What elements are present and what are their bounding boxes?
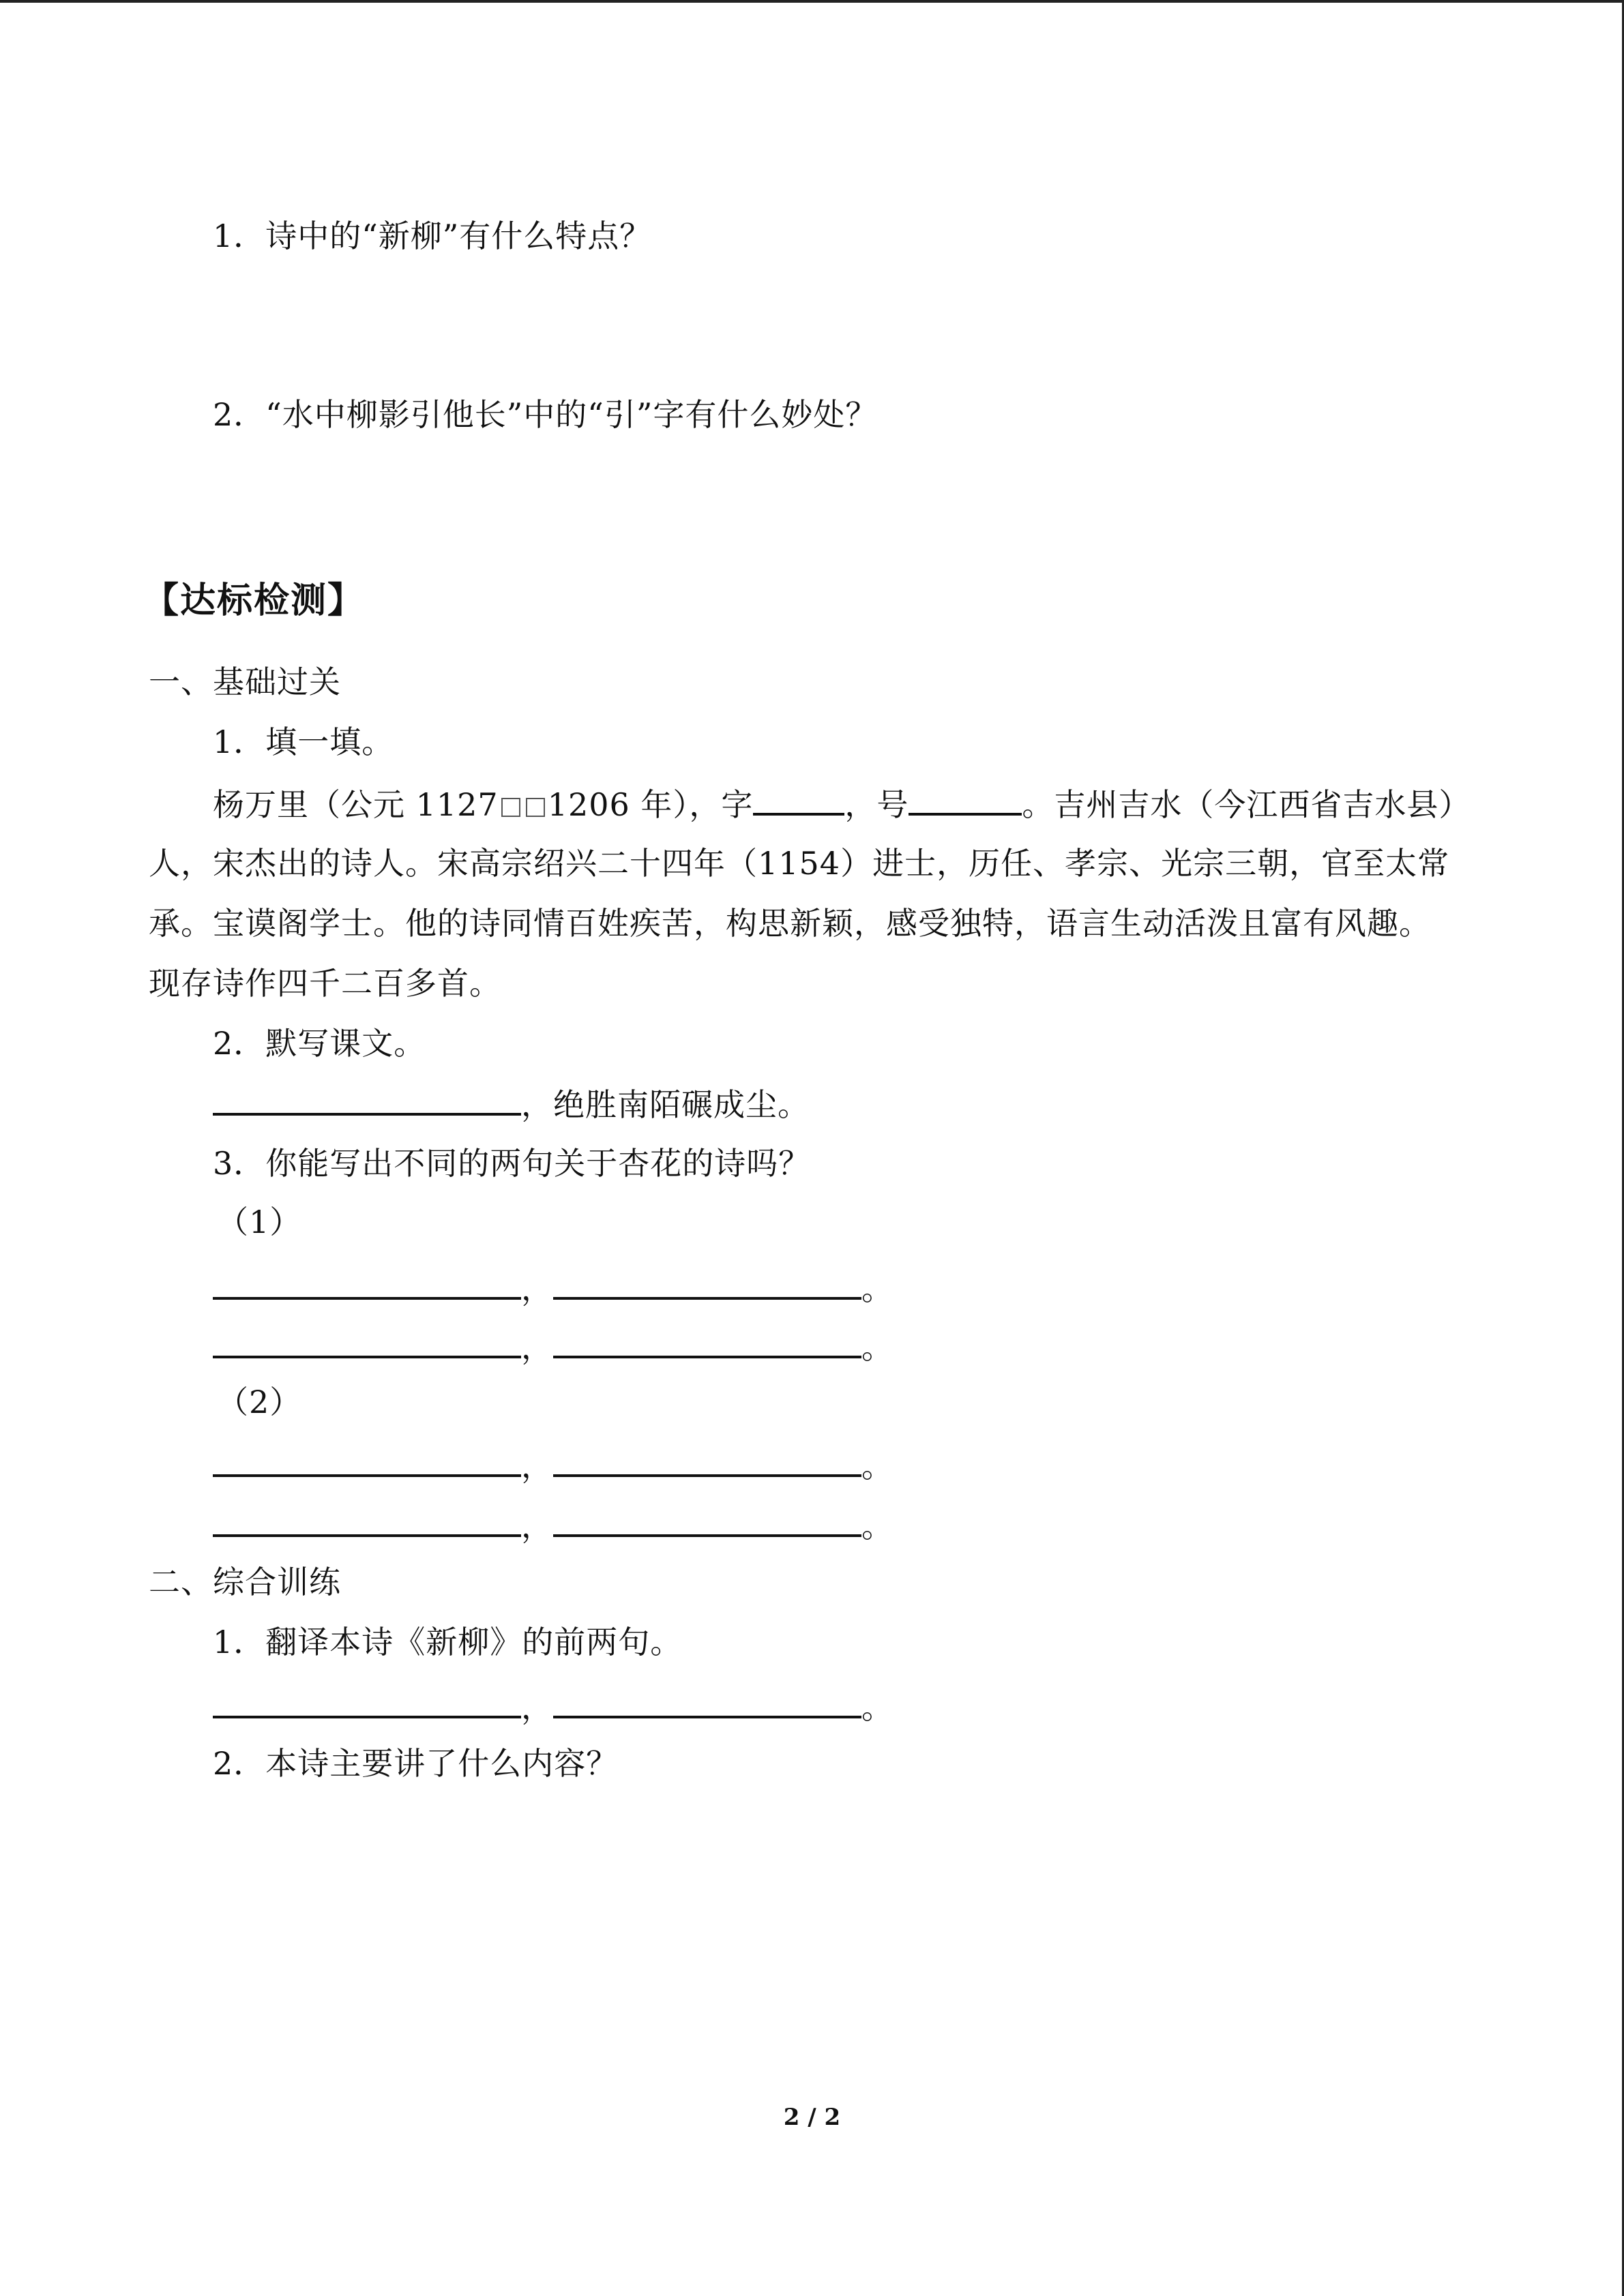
blank-answer[interactable] — [213, 1326, 521, 1358]
sub-item-1: （1） — [217, 1204, 302, 1240]
biography-text-b: 1206 年），字 — [547, 786, 754, 823]
item3-apricot-label: 3．你能写出不同的两句关于杏花的诗吗？ — [213, 1145, 811, 1182]
part2-item2-content: 2．本诗主要讲了什么内容？ — [213, 1745, 619, 1782]
blank-answer[interactable] — [553, 1267, 861, 1300]
period: 。 — [861, 1270, 894, 1307]
biography-line-1 — [213, 783, 1471, 825]
sub-item-2: （2） — [217, 1384, 302, 1420]
comma: ， — [521, 1448, 553, 1485]
blank-art-name[interactable] — [909, 783, 1022, 816]
section-heading-assessment: 【达标检测】 — [143, 580, 365, 621]
question-yin-character: 2．“水中柳影引他长”中的“引”字有什么妙处？ — [213, 396, 878, 433]
blank-answer[interactable] — [553, 1326, 861, 1358]
part2-item1-translate: 1．翻译本诗《新柳》的前两句。 — [213, 1624, 683, 1660]
answer-line — [213, 1504, 894, 1547]
blank-answer[interactable] — [553, 1686, 861, 1718]
blank-answer[interactable] — [213, 1267, 521, 1300]
comma: ， — [521, 1689, 553, 1726]
blank-answer[interactable] — [213, 1504, 521, 1537]
biography-line-4: 现存诗作四千二百多首。 — [149, 965, 501, 1002]
biography-text-c: ，号 — [844, 786, 909, 823]
blank-answer[interactable] — [213, 1444, 521, 1477]
dictation-line — [213, 1083, 810, 1125]
page-border-top — [0, 0, 1624, 3]
answer-line — [213, 1444, 894, 1487]
biography-text-a: 杨万里（公元 1127 — [213, 786, 499, 823]
period: 。 — [861, 1329, 894, 1366]
item1-fill-in-label: 1．填一填。 — [213, 724, 394, 760]
question-new-willow-feature: 1．诗中的“新柳”有什么特点？ — [213, 218, 652, 254]
blank-answer[interactable] — [213, 1686, 521, 1718]
missing-glyph-box — [501, 798, 520, 817]
comma: ， — [521, 1508, 553, 1545]
blank-answer[interactable] — [553, 1444, 861, 1477]
page-number: 2 / 2 — [783, 2104, 841, 2131]
period: 。 — [861, 1508, 894, 1545]
period: 。 — [861, 1448, 894, 1485]
part1-title: 一、基础过关 — [149, 664, 341, 700]
blank-courtesy-name[interactable] — [753, 783, 844, 816]
answer-line — [213, 1267, 894, 1309]
blank-answer[interactable] — [553, 1504, 861, 1537]
biography-text-d: 。吉州吉水（今江西省吉水县） — [1022, 786, 1471, 823]
dictation-tail: ，绝胜南陌碾成尘。 — [521, 1086, 810, 1123]
answer-line — [213, 1326, 894, 1368]
blank-dictation[interactable] — [213, 1083, 521, 1116]
part2-title: 二、综合训练 — [149, 1564, 341, 1600]
missing-glyph-box — [526, 798, 545, 817]
biography-line-3: 承。宝谟阁学士。他的诗同情百姓疾苦，构思新颖，感受独特，语言生动活泼且富有风趣。 — [149, 905, 1431, 942]
period: 。 — [861, 1689, 894, 1726]
item2-dictation-label: 2．默写课文。 — [213, 1025, 426, 1062]
answer-line — [213, 1686, 894, 1728]
comma: ， — [521, 1270, 553, 1307]
biography-line-2: 人，宋杰出的诗人。宋高宗绍兴二十四年（1154）进士，历任、孝宗、光宗三朝，官至太常 — [149, 845, 1450, 882]
comma: ， — [521, 1329, 553, 1366]
